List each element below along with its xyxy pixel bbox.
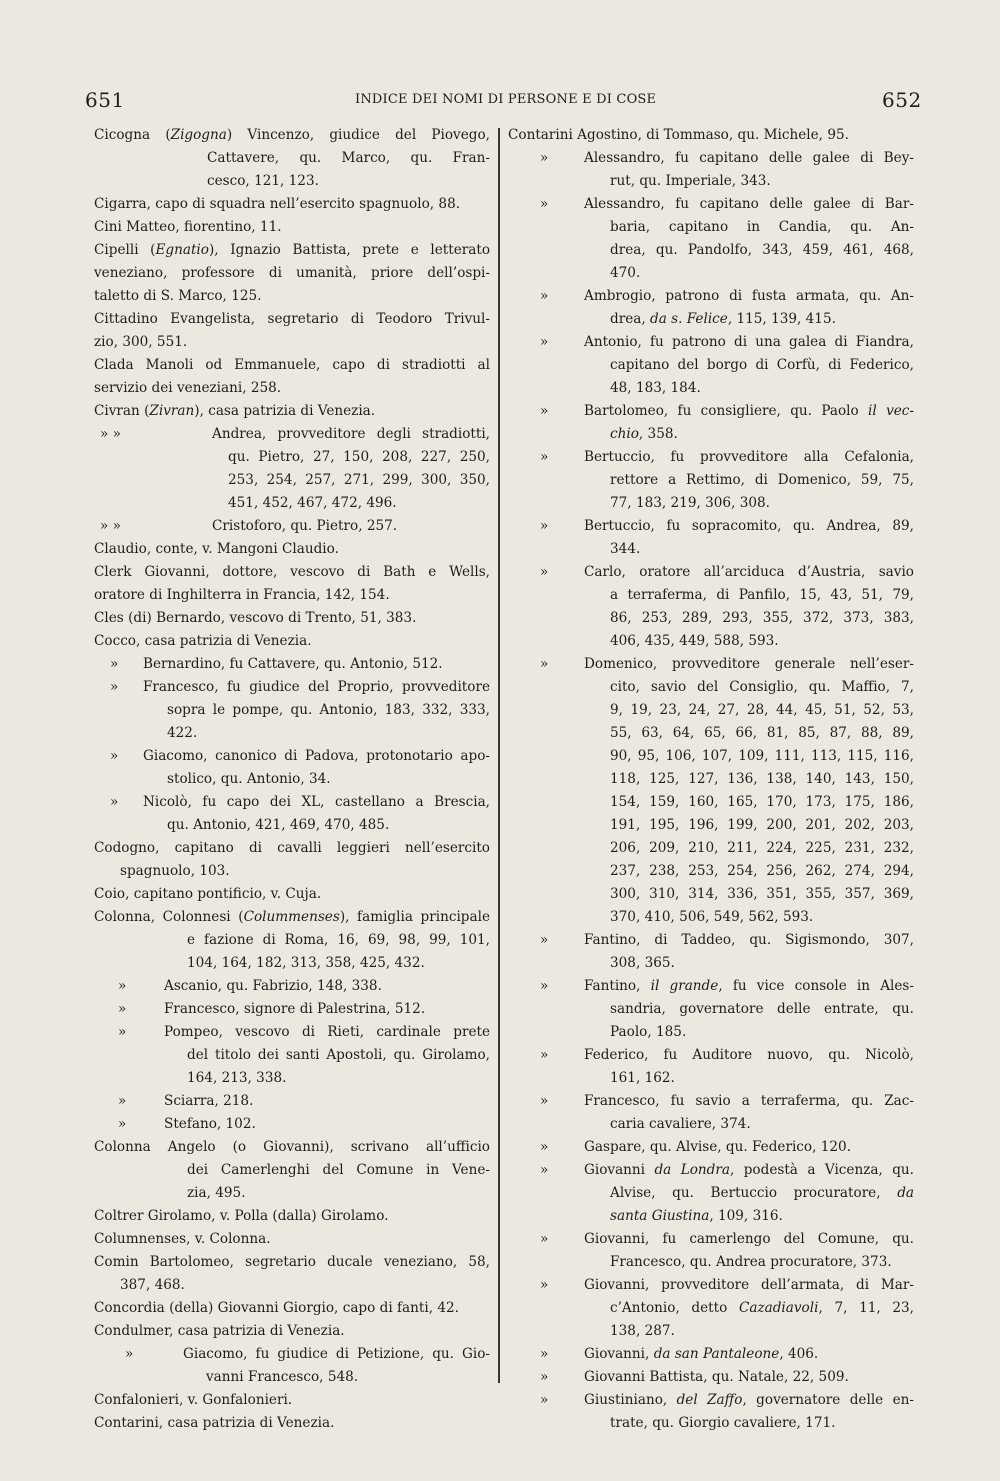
entry-text: Cigarra, capo di squadra nell’esercito spagnuolo, 88. [94, 196, 461, 212]
right-entry-line [0, 607, 1000, 630]
right-entry-line [0, 1389, 1000, 1412]
ditto-mark: » [540, 656, 549, 672]
entry-text: Clerk Giovanni, dottore, vescovo di Bath e Wells, [94, 564, 490, 580]
entry-text: 308, 365. [610, 955, 675, 971]
entry-text: Carlo, oratore all’arciduca d’Austria, savio [584, 564, 914, 580]
entry-text: 300, 310, 314, 336, 351, 355, 357, 369, [610, 886, 914, 902]
entry-text: Colonna Angelo (o Giovanni), scrivano all’ufficio [94, 1139, 490, 1155]
right-entry-line [0, 1274, 1000, 1297]
entry-text: Sciarra, 218. [164, 1093, 254, 1109]
entry-text: Bertuccio, fu provveditore alla Cefalonia, [584, 449, 914, 465]
right-entry-line [0, 1159, 1000, 1182]
right-entry-line [0, 262, 1000, 285]
right-entry-line [0, 170, 1000, 193]
right-entry-line [0, 400, 1000, 423]
right-entry-line [0, 515, 1000, 538]
entry-text: Gaspare, qu. Alvise, qu. Federico, 120. [584, 1139, 852, 1155]
right-entry-line [0, 377, 1000, 400]
ditto-mark: » [110, 748, 119, 764]
entry-text: caria cavaliere, 374. [610, 1116, 751, 1132]
right-entry-line [0, 1366, 1000, 1389]
right-entry-line [0, 584, 1000, 607]
right-entry-line [0, 837, 1000, 860]
right-entry-line [0, 331, 1000, 354]
ditto-mark: » [540, 288, 549, 304]
ditto-mark: » [118, 1093, 127, 1109]
entry-text: Giacomo, canonico di Padova, protonotario apo- [143, 748, 490, 764]
ditto-mark: » [125, 1346, 134, 1362]
right-entry-line [0, 308, 1000, 331]
entry-text: Giacomo, fu giudice di Petizione, qu. Gio- [183, 1346, 490, 1362]
entry-text: qu. Antonio, 421, 469, 470, 485. [167, 817, 390, 833]
entry-text: Coio, capitano pontificio, v. Cuja. [94, 886, 322, 902]
entry-text: vanni Francesco, 548. [206, 1369, 359, 1385]
entry-text: stolico, qu. Antonio, 34. [167, 771, 331, 787]
entry-text: Cattavere, qu. Marco, qu. Fran- [207, 150, 490, 166]
right-entry-line [0, 676, 1000, 699]
right-entry-line [0, 1136, 1000, 1159]
entry-text: 387, 468. [120, 1277, 185, 1293]
right-entry-line [0, 561, 1000, 584]
entry-text: baria, capitano in Candia, qu. An- [610, 219, 914, 235]
entry-text: Condulmer, casa patrizia di Venezia. [94, 1323, 345, 1339]
entry-text: 86, 253, 289, 293, 355, 372, 373, 383, [610, 610, 914, 626]
entry-text: Colonna, Colonnesi (Colummenses), famiglia principale [94, 909, 490, 925]
right-entry-line [0, 860, 1000, 883]
entry-text: Cittadino Evangelista, segretario di Teodoro Trivul- [94, 311, 490, 327]
right-entry-line [0, 285, 1000, 308]
entry-text: rettore a Rettimo, di Domenico, 59, 75, [610, 472, 914, 488]
entry-text: rut, qu. Imperiale, 343. [610, 173, 771, 189]
right-entry-line [0, 653, 1000, 676]
entry-text: Civran (Zivran), casa patrizia di Venezia. [94, 403, 376, 419]
ditto-mark: » [540, 1277, 549, 1293]
ditto-mark: » [118, 1116, 127, 1132]
right-entry-line [0, 929, 1000, 952]
entry-text: Comin Bartolomeo, segretario ducale veneziano, 58, [94, 1254, 490, 1270]
entry-text: Francesco, fu savio a terraferma, qu. Zac- [584, 1093, 914, 1109]
entry-text: 164, 213, 338. [187, 1070, 287, 1086]
entry-text: qu. Pietro, 27, 150, 208, 227, 250, [228, 449, 490, 465]
entry-text: Stefano, 102. [164, 1116, 256, 1132]
ditto-mark: » [540, 518, 549, 534]
ditto-mark: » [540, 196, 549, 212]
entry-text: e fazione di Roma, 16, 69, 98, 99, 101, [187, 932, 490, 948]
right-entry-line [0, 630, 1000, 653]
right-entry-line [0, 1182, 1000, 1205]
right-entry-line [0, 124, 1000, 147]
entry-text: Fantino, di Taddeo, qu. Sigismondo, 307, [584, 932, 914, 948]
entry-text: trate, qu. Giorgio cavaliere, 171. [610, 1415, 836, 1431]
entry-text: drea, qu. Pandolfo, 343, 459, 461, 468, [610, 242, 914, 258]
right-entry-line [0, 1228, 1000, 1251]
entry-text: Ambrogio, patrono di fusta armata, qu. An- [584, 288, 914, 304]
entry-text: Alessandro, fu capitano delle galee di Bey- [584, 150, 914, 166]
right-entry-line [0, 1090, 1000, 1113]
right-entry-line [0, 239, 1000, 262]
entry-text: drea, da s. Felice, 115, 139, 415. [610, 311, 836, 327]
ditto-mark: » [118, 978, 127, 994]
entry-text: Contarini Agostino, di Tommaso, qu. Michele, 95. [508, 127, 849, 143]
entry-text: Cini Matteo, fiorentino, 11. [94, 219, 282, 235]
entry-text: Bernardino, fu Cattavere, qu. Antonio, 512. [143, 656, 443, 672]
entry-text: Cicogna (Zigogna) Vincenzo, giudice del Piovego, [94, 127, 490, 143]
right-entry-line [0, 906, 1000, 929]
entry-text: 161, 162. [610, 1070, 675, 1086]
entry-text: 191, 195, 196, 199, 200, 201, 202, 203, [610, 817, 914, 833]
entry-text: Giovanni, provveditore dell’armata, di Mar- [584, 1277, 914, 1293]
entry-text: Giovanni, da san Pantaleone, 406. [584, 1346, 819, 1362]
entry-text: Alvise, qu. Bertuccio procuratore, da [610, 1185, 914, 1201]
entry-text: a terraferma, di Panfilo, 15, 43, 51, 79, [610, 587, 914, 603]
right-entry-line [0, 538, 1000, 561]
ditto-mark: » [540, 334, 549, 350]
page-number-right: 652 [882, 88, 922, 112]
entry-text: 90, 95, 106, 107, 109, 111, 113, 115, 116, [610, 748, 914, 764]
entry-text: c’Antonio, detto Cazadiavoli, 7, 11, 23, [610, 1300, 914, 1316]
entry-text: 138, 287. [610, 1323, 675, 1339]
entry-text: sopra le pompe, qu. Antonio, 183, 332, 333, [167, 702, 490, 718]
entry-text: Cocco, casa patrizia di Venezia. [94, 633, 312, 649]
right-entry-line [0, 492, 1000, 515]
entry-text: zio, 300, 551. [94, 334, 188, 350]
entry-text: Cipelli (Egnatio), Ignazio Battista, prete e letterato [94, 242, 491, 258]
ditto-mark: » [540, 403, 549, 419]
ditto-mark: » » [100, 426, 121, 442]
entry-text: 253, 254, 257, 271, 299, 300, 350, [228, 472, 490, 488]
ditto-mark: » [540, 978, 549, 994]
entry-text: Giovanni, fu camerlengo del Comune, qu. [584, 1231, 914, 1247]
entry-text: 48, 183, 184. [610, 380, 701, 396]
ditto-mark: » [118, 1024, 127, 1040]
right-entry-line [0, 975, 1000, 998]
entry-text: Pompeo, vescovo di Rieti, cardinale prete [164, 1024, 490, 1040]
page-number-left: 651 [85, 88, 125, 112]
right-entry-line [0, 147, 1000, 170]
entry-text: del titolo dei santi Apostoli, qu. Girolamo, [187, 1047, 490, 1063]
entry-text: 370, 410, 506, 549, 562, 593. [610, 909, 814, 925]
ditto-mark: » » [100, 518, 121, 534]
entry-text: Clada Manoli od Emmanuele, capo di stradiotti al [94, 357, 490, 373]
entry-text: 77, 183, 219, 306, 308. [610, 495, 770, 511]
entry-text: Paolo, 185. [610, 1024, 687, 1040]
entry-text: Columnenses, v. Colonna. [94, 1231, 271, 1247]
ditto-mark: » [540, 1093, 549, 1109]
entry-text: servizio dei veneziani, 258. [94, 380, 282, 396]
entry-text: Alessandro, fu capitano delle galee di Bar- [584, 196, 914, 212]
right-entry-line [0, 1205, 1000, 1228]
entry-text: Cles (di) Bernardo, vescovo di Trento, 51, 383. [94, 610, 417, 626]
ditto-mark: » [540, 1392, 549, 1408]
right-entry-line [0, 1044, 1000, 1067]
ditto-mark: » [540, 1047, 549, 1063]
entry-text: 118, 125, 127, 136, 138, 140, 143, 150, [610, 771, 914, 787]
right-entry-line [0, 745, 1000, 768]
right-entry-line [0, 1343, 1000, 1366]
ditto-mark: » [540, 1369, 549, 1385]
right-entry-line [0, 446, 1000, 469]
entry-text: 206, 209, 210, 211, 224, 225, 231, 232, [610, 840, 914, 856]
right-entry-line [0, 423, 1000, 446]
entry-text: veneziano, professore di umanità, priore dell’ospi- [94, 265, 490, 281]
entry-text: Giustiniano, del Zaffo, governatore delle en- [584, 1392, 914, 1408]
right-entry-line [0, 952, 1000, 975]
entry-text: Fantino, il grande, fu vice console in Ales- [584, 978, 914, 994]
entry-text: spagnuolo, 103. [120, 863, 230, 879]
right-entry-line [0, 791, 1000, 814]
entry-text: capitano del borgo di Corfù, di Federico, [610, 357, 914, 373]
ditto-mark: » [118, 1001, 127, 1017]
entry-text: Bertuccio, fu sopracomito, qu. Andrea, 89, [584, 518, 914, 534]
entry-text: Andrea, provveditore degli stradiotti, [212, 426, 490, 442]
ditto-mark: » [540, 1162, 549, 1178]
right-entry-line [0, 1412, 1000, 1435]
entry-text: Francesco, fu giudice del Proprio, provveditore [143, 679, 490, 695]
right-entry-line [0, 193, 1000, 216]
entry-text: taletto di S. Marco, 125. [94, 288, 262, 304]
right-entry-line [0, 469, 1000, 492]
right-entry-line [0, 699, 1000, 722]
right-entry-line [0, 1113, 1000, 1136]
ditto-mark: » [110, 656, 119, 672]
entry-text: 406, 435, 449, 588, 593. [610, 633, 779, 649]
entry-text: santa Giustina, 109, 316. [610, 1208, 783, 1224]
ditto-mark: » [540, 150, 549, 166]
right-entry-line [0, 1320, 1000, 1343]
entry-text: Coltrer Girolamo, v. Polla (dalla) Girolamo. [94, 1208, 389, 1224]
right-entry-line [0, 1067, 1000, 1090]
right-entry-line [0, 1251, 1000, 1274]
entry-text: chio, 358. [610, 426, 678, 442]
entry-text: 470. [610, 265, 641, 281]
entry-text: Francesco, qu. Andrea procuratore, 373. [610, 1254, 892, 1270]
right-entry-line [0, 354, 1000, 377]
right-entry-line [0, 768, 1000, 791]
entry-text: Contarini, casa patrizia di Venezia. [94, 1415, 335, 1431]
entry-text: Ascanio, qu. Fabrizio, 148, 338. [164, 978, 382, 994]
entry-text: 55, 63, 64, 65, 66, 81, 85, 87, 88, 89, [610, 725, 914, 741]
right-entry-line [0, 998, 1000, 1021]
right-entry-line [0, 216, 1000, 239]
entry-text: 237, 238, 253, 254, 256, 262, 274, 294, [610, 863, 914, 879]
entry-text: dei Camerlenghi del Comune in Vene- [187, 1162, 490, 1178]
entry-text: 9, 19, 23, 24, 27, 28, 44, 45, 51, 52, 53, [610, 702, 914, 718]
entry-text: Bartolomeo, fu consigliere, qu. Paolo il vec- [584, 403, 914, 419]
entry-text: Codogno, capitano di cavalli leggieri nell’esercito [94, 840, 490, 856]
right-entry-line [0, 722, 1000, 745]
entry-text: Concordia (della) Giovanni Giorgio, capo di fanti, 42. [94, 1300, 459, 1316]
entry-text: 104, 164, 182, 313, 358, 425, 432. [187, 955, 425, 971]
right-entry-line [0, 814, 1000, 837]
entry-text: 344. [610, 541, 641, 557]
ditto-mark: » [540, 1231, 549, 1247]
entry-text: cito, savio del Consiglio, qu. Maffio, 7, [610, 679, 914, 695]
entry-text: oratore di Inghilterra in Francia, 142, 154. [94, 587, 390, 603]
entry-text: sandria, governatore delle entrate, qu. [610, 1001, 914, 1017]
entry-text: zia, 495. [187, 1185, 246, 1201]
entry-text: Francesco, signore di Palestrina, 512. [164, 1001, 426, 1017]
right-entry-line [0, 1297, 1000, 1320]
ditto-mark: » [540, 1346, 549, 1362]
entry-text: Antonio, fu patrono di una galea di Fiandra, [584, 334, 914, 350]
entry-text: Federico, fu Auditore nuovo, qu. Nicolò, [584, 1047, 914, 1063]
entry-text: cesco, 121, 123. [207, 173, 319, 189]
entry-text: Domenico, provveditore generale nell’eser- [584, 656, 914, 672]
entry-text: 154, 159, 160, 165, 170, 173, 175, 186, [610, 794, 914, 810]
entry-text: Nicolò, fu capo dei XL, castellano a Brescia, [143, 794, 490, 810]
entry-text: Confalonieri, v. Gonfalonieri. [94, 1392, 293, 1408]
entry-text: 422. [167, 725, 198, 741]
entry-text: Claudio, conte, v. Mangoni Claudio. [94, 541, 339, 557]
entry-text: Giovanni da Londra, podestà a Vicenza, qu. [584, 1162, 915, 1178]
entry-text: 451, 452, 467, 472, 496. [228, 495, 397, 511]
ditto-mark: » [110, 679, 119, 695]
right-entry-line [0, 883, 1000, 906]
ditto-mark: » [540, 932, 549, 948]
running-head: INDICE DEI NOMI DI PERSONE E DI COSE [355, 92, 657, 107]
entry-text: Giovanni Battista, qu. Natale, 22, 509. [584, 1369, 849, 1385]
ditto-mark: » [110, 794, 119, 810]
ditto-mark: » [540, 564, 549, 580]
entry-text: Cristoforo, qu. Pietro, 257. [212, 518, 398, 534]
ditto-mark: » [540, 449, 549, 465]
ditto-mark: » [540, 1139, 549, 1155]
right-entry-line [0, 1021, 1000, 1044]
